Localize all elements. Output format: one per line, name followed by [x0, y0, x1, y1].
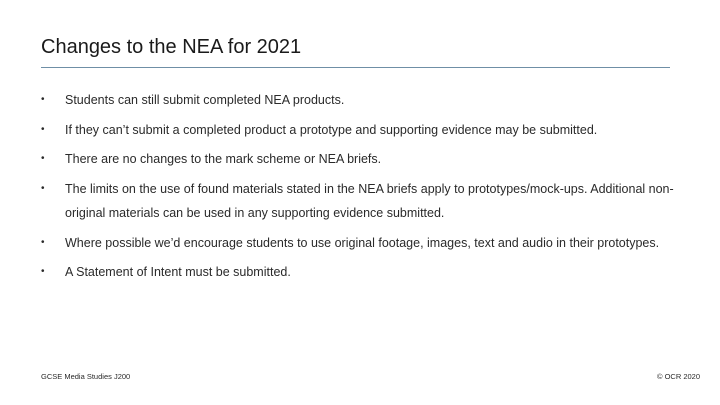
bullet-marker: •: [41, 182, 45, 194]
footer-course-label: GCSE Media Studies J200: [41, 372, 131, 381]
bullet-marker: •: [41, 266, 45, 277]
bullet-item: [41, 177, 681, 226]
slide-title: Changes to the NEA for 2021: [41, 36, 302, 58]
bullet-marker: •: [41, 153, 45, 164]
bullet-text: The limits on the use of found materials stated in the NEA briefs apply to prototypes/mock-ups. Additional non-original materials can be used in any supporting evidence submitted.: [65, 181, 674, 220]
bullet-marker: •: [41, 236, 45, 248]
bullet-text: If they can’t submit a completed product a prototype and supporting evidence may be submitted.: [65, 122, 598, 137]
bullet-item: [41, 260, 681, 285]
footer-copyright: © OCR 2020: [656, 372, 700, 381]
bullet-list: [41, 88, 681, 290]
bullet-text: There are no changes to the mark scheme or NEA briefs.: [65, 152, 382, 166]
bullet-item: [41, 231, 681, 256]
bullet-item: [41, 118, 681, 143]
bullet-text: Students can still submit completed NEA products.: [65, 93, 345, 107]
bullet-item: [41, 147, 681, 172]
bullet-marker: •: [41, 123, 45, 135]
bullet-text: Where possible we’d encourage students to use original footage, images, text and audio in their prototypes.: [65, 235, 660, 250]
bullet-item: [41, 88, 681, 113]
bullet-marker: •: [41, 94, 45, 105]
title-divider: [41, 67, 670, 68]
bullet-text: A Statement of Intent must be submitted.: [65, 265, 291, 279]
